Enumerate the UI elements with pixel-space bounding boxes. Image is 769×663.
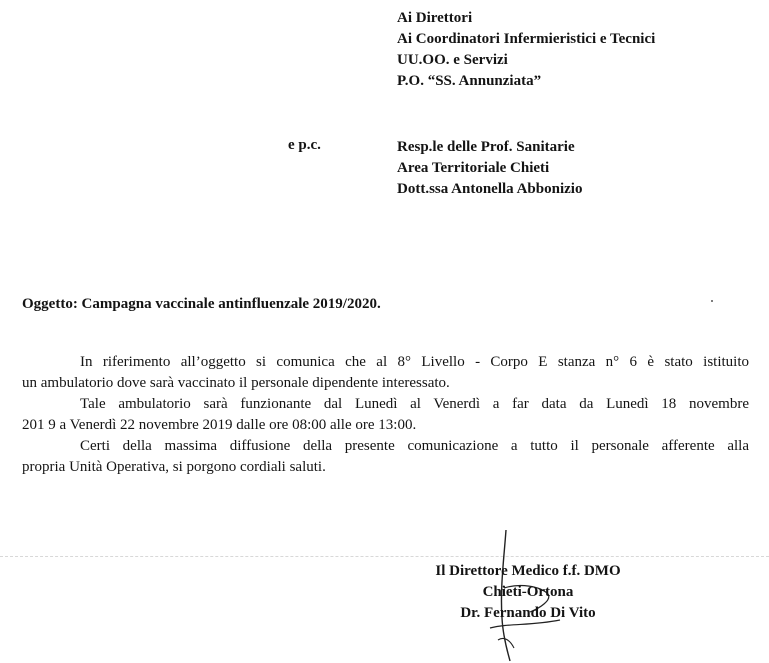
cc-line: Resp.le delle Prof. Sanitarie [397,139,575,155]
stray-dot [711,300,713,302]
recipient-line: Ai Coordinatori Infermieristici e Tecnici [397,31,656,47]
scan-fold-line [0,556,769,557]
body-line: un ambulatorio dove sarà vaccinato il personale dipendente interessato. [22,375,450,391]
body-line: In riferimento all’oggetto si comunica che al 8° Livello - Corpo E stanza n° 6 è stato istituito [80,354,749,370]
body-line: Certi della massima diffusione della presente comunicazione a tutto il personale afferente alla [80,438,749,454]
recipient-line: P.O. “SS. Annunziata” [397,73,542,89]
cc-line: Area Territoriale Chieti [397,160,550,176]
cc-label: e p.c. [288,137,321,153]
cc-recipients [397,137,582,200]
signer-title: Il Direttore Medico f.f. DMO [435,563,621,579]
body-line: propria Unità Operativa, si porgono cordiali saluti. [22,459,326,475]
signer-name: Dr. Fernando Di Vito [460,605,596,621]
letter-body [22,352,749,478]
body-line: 201 9 a Venerdì 22 novembre 2019 dalle ore 08:00 alle ore 13:00. [22,417,417,433]
signature-block [410,561,646,624]
recipient-line: UU.OO. e Servizi [397,52,508,68]
cc-line: Dott.ssa Antonella Abbonizio [397,181,583,197]
recipients-block [397,8,655,92]
recipient-line: Ai Direttori [397,10,473,26]
signer-location: Chieti-Ortona [482,584,574,600]
body-line: Tale ambulatorio sarà funzionante dal Lunedì al Venerdì a far data da Lunedì 18 novembre [80,396,749,412]
subject-line: Oggetto: Campagna vaccinale antinfluenzale 2019/2020. [22,296,381,312]
